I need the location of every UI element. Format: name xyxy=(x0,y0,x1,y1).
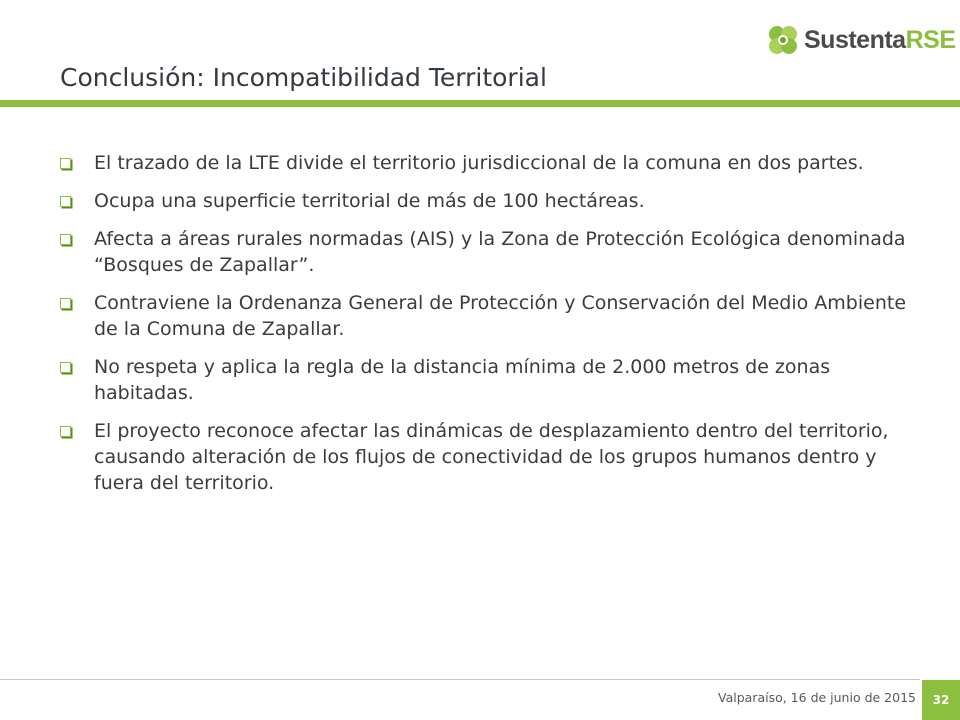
bullet-text: Ocupa una superficie territorial de más de 100 hectáreas. xyxy=(94,190,645,212)
logo-text-rse: RSE xyxy=(905,25,956,54)
checkbox-bullet-icon xyxy=(60,196,71,207)
logo-wordmark xyxy=(804,25,956,54)
brand-logo xyxy=(766,22,956,58)
bullet-item xyxy=(58,354,908,406)
title-divider xyxy=(0,100,960,107)
footer-divider xyxy=(0,679,920,680)
checkbox-bullet-icon xyxy=(60,234,71,245)
slide-title: Conclusión: Incompatibilidad Territorial xyxy=(60,63,547,92)
logo-text-sustenta: Sustenta xyxy=(804,25,906,54)
checkbox-bullet-icon xyxy=(60,426,71,437)
bullet-item xyxy=(58,418,908,496)
checkbox-bullet-icon xyxy=(60,298,71,309)
bullet-text: Contraviene la Ordenanza General de Protección y Conservación del Medio Ambiente de la Comuna de Zapallar. xyxy=(94,292,907,340)
bullet-text: El proyecto reconoce afectar las dinámicas de desplazamiento dentro del territorio, causando alteración de los flujos de conectividad de los grupos humanos dentro y fuera del territorio. xyxy=(94,420,889,494)
bullet-item xyxy=(58,150,908,176)
bullet-item xyxy=(58,188,908,214)
checkbox-bullet-icon xyxy=(60,158,71,169)
page-number-badge: 32 xyxy=(922,680,960,720)
puzzle-leaf-icon xyxy=(766,23,800,57)
bullet-text: No respeta y aplica la regla de la distancia mínima de 2.000 metros de zonas habitadas. xyxy=(94,356,831,404)
bullet-list xyxy=(58,150,908,508)
bullet-text: Afecta a áreas rurales normadas (AIS) y la Zona de Protección Ecológica denominada “Bosques de Zapallar”. xyxy=(94,228,906,276)
bullet-item xyxy=(58,226,908,278)
bullet-text: El trazado de la LTE divide el territorio jurisdiccional de la comuna en dos partes. xyxy=(94,152,864,174)
checkbox-bullet-icon xyxy=(60,362,71,373)
footer-date: Valparaíso, 16 de junio de 2015 xyxy=(718,690,916,705)
bullet-item xyxy=(58,290,908,342)
